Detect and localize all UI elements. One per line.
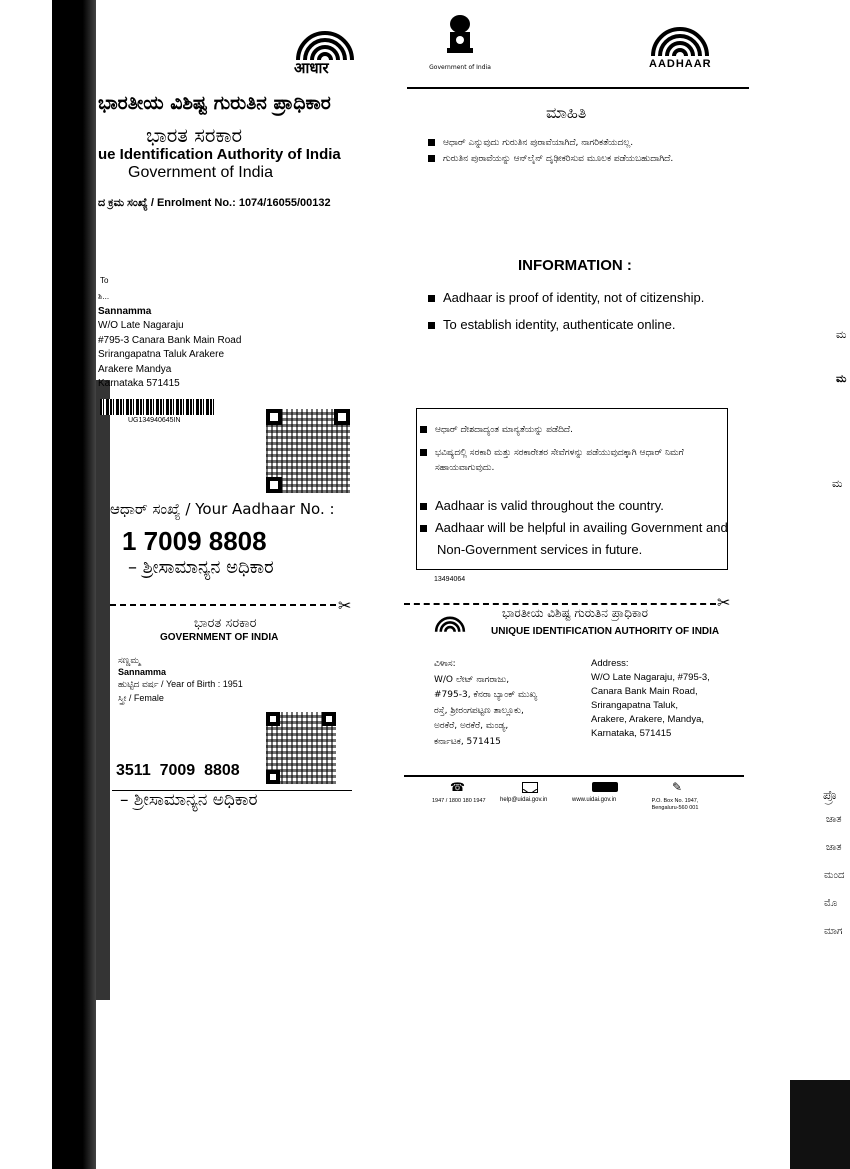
address-line: #795-3, ಕೆನರಾ ಬ್ಯಾಂಕ್ ಮುಖ್ಯ	[434, 690, 538, 700]
address-line: Srirangapatna Taluk,	[591, 700, 678, 711]
aadhaar-number: 1 7009 8808	[122, 526, 267, 556]
card-name: Sannamma	[118, 667, 167, 677]
govt-kannada: ಭಾರತ ಸರಕಾರ	[146, 123, 243, 147]
card-govt-english: GOVERNMENT OF INDIA	[160, 632, 279, 643]
postal-barcode	[100, 399, 216, 415]
info-point: Aadhaar is proof of identity, not of citizenship.	[428, 284, 704, 311]
card-govt-kannada: ಭಾರತ ಸರಕಾರ	[194, 616, 257, 631]
edge-fragment: ಮ	[836, 372, 847, 385]
address-line: W/O ಲೇಟ್ ನಾಗರಾಜು,	[434, 674, 510, 685]
address-label: Address:	[591, 658, 629, 669]
edge-fragment: ಜಾತ	[826, 814, 842, 825]
web-icon	[592, 782, 618, 792]
aadhaar-fingerprint-icon	[290, 28, 360, 62]
info-kannada-points	[428, 135, 738, 167]
email-icon	[522, 782, 538, 793]
aadhaar-logo-hindi	[290, 28, 360, 78]
govt-english: Government of India	[128, 164, 273, 181]
address-line: Karnataka 571415	[98, 378, 180, 389]
edge-fragment: ಮ	[836, 328, 847, 341]
card-back-logo	[432, 613, 468, 641]
address-line: Canara Bank Main Road,	[591, 686, 698, 697]
edge-fragment: ಮಾಗ	[824, 926, 843, 937]
info-title-english: INFORMATION :	[518, 257, 632, 274]
card-details	[118, 654, 243, 704]
address-line: Sannamma	[98, 305, 152, 317]
address-kannada	[434, 657, 537, 750]
address-line: Arakere, Arakere, Mandya,	[591, 714, 704, 725]
cut-line	[404, 603, 716, 605]
info-point: To establish identity, authenticate online.	[428, 311, 704, 338]
footer-phone: 1947 / 1800 180 1947	[432, 798, 486, 804]
barcode-number: UG134940645IN	[128, 417, 181, 424]
card-name-kannada: ಸಣ್ಣಮ್ಮ	[118, 655, 141, 665]
edge-fragment: ಜಾತ	[826, 842, 842, 853]
qr-code	[266, 409, 350, 493]
edge-fragment: ಮಂದ	[824, 870, 845, 881]
footer-postbox: P.O. Box No. 1947, Bengaluru-560 001	[651, 798, 699, 811]
info-point: ಆಧಾರ್ ಎನ್ನುವುದು ಗುರುತಿನ ಪುರಾವೆಯಾಗಿದೆ, ನಾಗರಿಕತೆಯದಲ್ಲ.	[428, 135, 738, 151]
emblem-icon	[443, 12, 477, 60]
cut-line	[110, 604, 336, 606]
box-point: Aadhaar is valid throughout the country.	[420, 495, 730, 517]
info-english-points	[428, 284, 704, 338]
aadhaar-number-label: ಆಧಾರ್ ಸಂಖ್ಯೆ / Your Aadhaar No. :	[110, 500, 335, 518]
box-point: ಭವಿಷ್ಯದಲ್ಲಿ ಸರಕಾರಿ ಮತ್ತು ಸರಕಾರೇತರ ಸೇವೆಗಳನ್ನು ಪಡೆಯುವುದಕ್ಕಾಗಿ ಆಧಾರ್ ನಿಮಗೆ ಸಹಾಯವಾಗುವುದು.	[420, 446, 722, 476]
address-line: Arakere Mandya	[98, 363, 172, 375]
pen-icon: ✎	[672, 780, 683, 794]
header-divider	[407, 87, 749, 89]
authority-kannada: ಭಾರತೀಯ ವಿಶಿಷ್ಟ ಗುರುತಿನ ಪ್ರಾಧಿಕಾರ	[98, 92, 331, 114]
card-aadhaar-number: 3511 7009 8808	[116, 762, 240, 779]
card-back-divider	[404, 775, 744, 777]
enrolment-number: ದ ಕ್ರಮ ಸಂಖ್ಯೆ / Enrolment No.: 1074/16055/00132	[98, 197, 331, 209]
address-line: ಅರಕೆರೆ, ಅರಕೆರೆ, ಮಂಡ್ಯ,	[434, 721, 509, 731]
box-english-points	[420, 495, 730, 561]
card-gender: ಸ್ತ್ರೀ / Female	[118, 693, 164, 703]
address-label: ವಿಳಾಸ:	[434, 659, 456, 669]
authority-english: ue Identification Authority of India	[98, 146, 341, 163]
phone-icon: ☎	[450, 780, 465, 794]
aadhaar-fingerprint-icon	[432, 613, 468, 635]
address-line: ಕರ್ನಾಟಕ, 571415	[434, 736, 501, 747]
address-line: ಶಿ...	[98, 292, 110, 301]
to-label: To	[100, 276, 109, 285]
box-point: Aadhaar will be helpful in availing Government and Non-Government services in future.	[420, 517, 730, 561]
address-english	[591, 657, 710, 741]
aadhaar-logo-text: AADHAAR	[649, 58, 712, 70]
scissors-icon: ✂	[338, 596, 352, 615]
card-back-authority-kannada: ಭಾರತೀಯ ವಿಶಿಷ್ಟ ಗುರುತಿನ ಪ್ರಾಧಿಕಾರ	[502, 606, 648, 620]
footer-website: www.uidai.gov.in	[572, 797, 617, 803]
scissors-icon: ✂	[717, 593, 731, 612]
footer-email: help@uidai.gov.in	[500, 797, 548, 803]
edge-fragment: ಮೊ	[824, 898, 838, 909]
address-line: W/O Late Nagaraju	[98, 320, 184, 331]
scan-edge-left	[52, 0, 96, 1169]
edge-fragment: ಪ್ರೊ	[823, 788, 837, 802]
aadhaar-logo-text: आधार	[294, 59, 329, 77]
scan-edge-bottom-right	[790, 1080, 850, 1169]
address-line: ರಸ್ತೆ, ಶ್ರೀರಂಗಪಟ್ಟಣ ತಾಲ್ಲೂಕು,	[434, 705, 524, 716]
address-line: Karnataka, 571415	[591, 728, 672, 739]
emblem-caption: Government of India	[429, 64, 491, 71]
address-line: #795-3 Canara Bank Main Road	[98, 334, 242, 346]
card-qr-code	[266, 712, 336, 784]
box-kannada-points	[420, 423, 722, 476]
slogan: – ಶ್ರೀಸಾಮಾನ್ಯನ ಅಧಿಕಾರ	[128, 557, 274, 578]
info-point: ಗುರುತಿನ ಪುರಾವೆಯನ್ನು ಆನ್‌ಲೈನ್ ದೃಢೀಕರಿಸುವ ಮೂಲಕ ಪಡೆಯಬಹುದಾಗಿದೆ.	[428, 151, 738, 167]
address-line: Srirangapatna Taluk Arakere	[98, 349, 225, 360]
aadhaar-logo-english	[645, 24, 725, 74]
aadhaar-fingerprint-icon	[645, 24, 715, 58]
box-point: ಆಧಾರ್ ದೇಶದಾದ್ಯಂತ ಮಾನ್ಯತೆಯನ್ನು ಪಡೆದಿದೆ.	[420, 423, 722, 438]
info-title-kannada: ಮಾಹಿತಿ	[546, 103, 587, 122]
card-back-authority-english: UNIQUE IDENTIFICATION AUTHORITY OF INDIA	[491, 626, 720, 637]
card-year-of-birth: ಹುಟ್ಟಿದ ವರ್ಷ / Year of Birth : 1951	[118, 679, 243, 689]
edge-fragment: ಮ	[832, 477, 843, 490]
document-code: 13494064	[434, 576, 466, 583]
recipient-address	[98, 290, 241, 392]
address-line: W/O Late Nagaraju, #795-3,	[591, 672, 710, 683]
scan-edge-left-inner	[96, 380, 110, 1000]
card-slogan: – ಶ್ರೀಸಾಮಾನ್ಯನ ಅಧಿಕಾರ	[120, 790, 258, 810]
national-emblem	[425, 12, 495, 72]
